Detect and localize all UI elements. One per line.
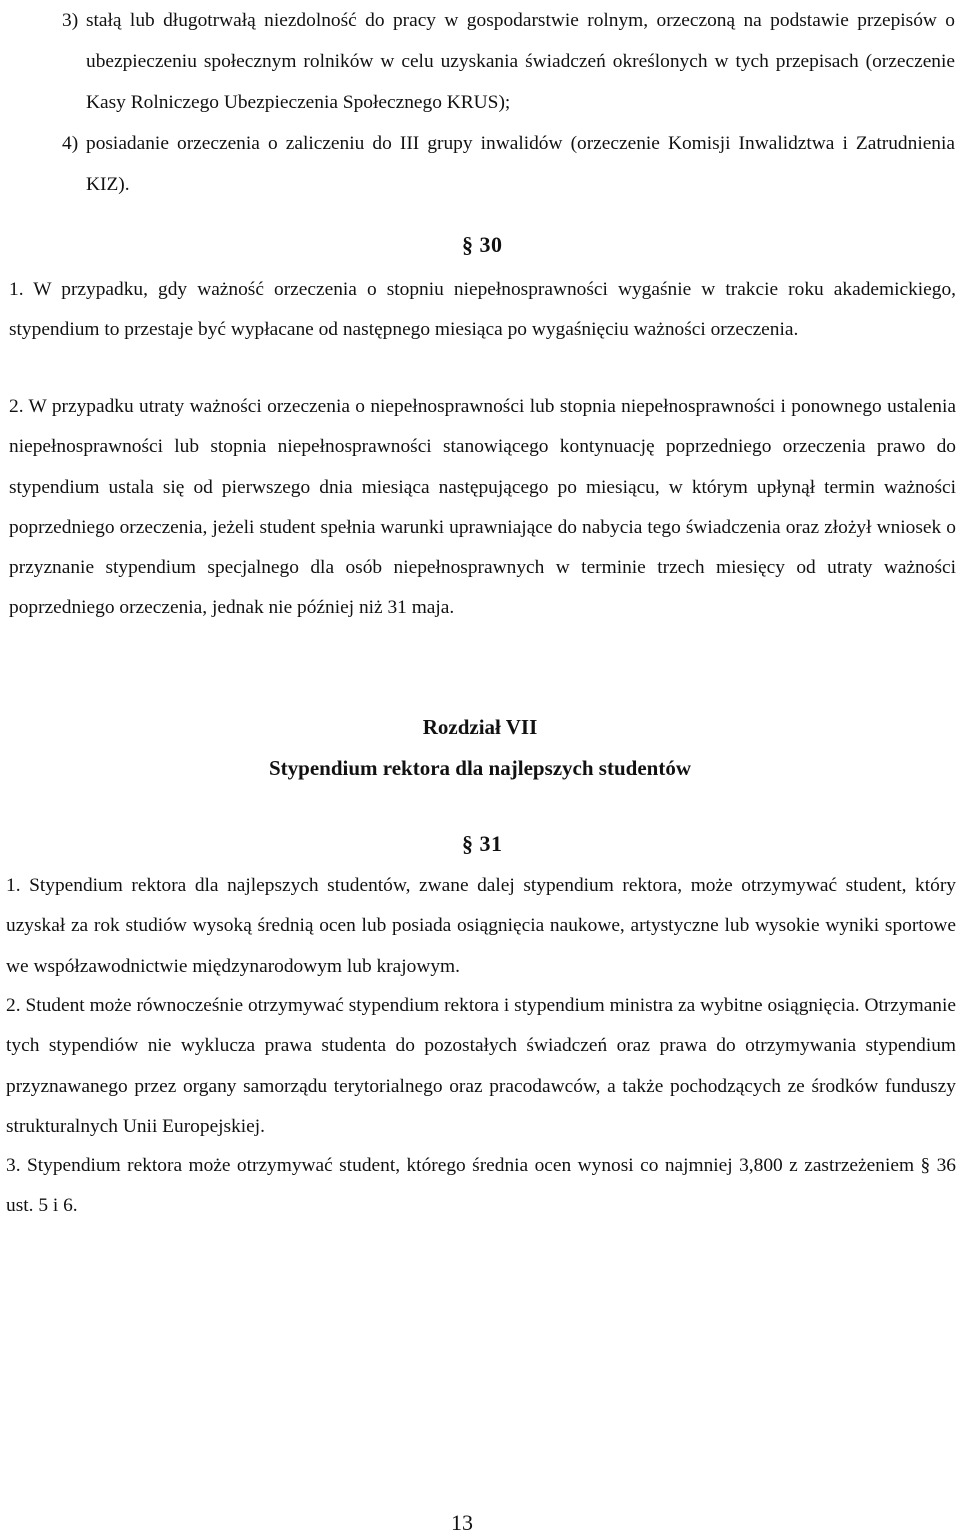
list-item-text: stałą lub długotrwałą niezdolność do pracy w gospodarstwie rolnym, orzeczoną na podstawie przepisów o ubezpieczeniu społecznym rolników w celu uzyskania świadczeń określonych w tych przepisach (orzeczenie Kasy Rolniczego Ubezpieczenia Społecznego KRUS); bbox=[86, 10, 955, 113]
list-item-text: posiadanie orzeczenia o zaliczeniu do III grupy inwalidów (orzeczenie Komisji Inwalidztwa i Zatrudnienia KIZ). bbox=[86, 133, 955, 195]
section-30-heading: § 30 bbox=[462, 232, 503, 257]
page-number: 13 bbox=[451, 1510, 473, 1535]
chapter-title: Stypendium rektora dla najlepszych studentów bbox=[269, 756, 691, 780]
eligibility-list bbox=[62, 0, 955, 205]
list-item-number: 4) bbox=[62, 133, 79, 154]
section-31-paragraph-2: 2. Student może równocześnie otrzymywać stypendium rektora i stypendium ministra za wybitne osiągnięcia. Otrzymanie tych stypendiów nie wyklucza prawa studenta do pozostałych świadczeń oraz prawa do otrzymywania stypendium przyznawanego przez organy samorządu terytorialnego oraz pracodawców, a także pochodzących ze środków funduszy strukturalnych Unii Europejskiej. bbox=[6, 995, 956, 1137]
section-31-paragraph-1: 1. Stypendium rektora dla najlepszych studentów, zwane dalej stypendium rektora, może otrzymywać student, który uzyskał za rok studiów wysoką średnią ocen lub posiada osiągnięcia naukowe, artystyczne lub wysokie wyniki sportowe we współzawodnictwie międzynarodowym lub krajowym. bbox=[6, 875, 956, 977]
section-30-paragraph-2: 2. W przypadku utraty ważności orzeczenia o niepełnosprawności lub stopnia niepełnosprawności i ponownego ustalenia niepełnosprawności lub stopnia niepełnosprawności stanowiącego kontynuację poprzedniego orzeczenia prawo do stypendium ustala się od pierwszego dnia miesiąca następującego po miesiącu, w którym upłynął termin ważności poprzedniego orzeczenia, jeżeli student spełnia warunki uprawniające do nabycia tego świadczenia oraz złożył wniosek o przyznanie stypendium specjalnego dla osób niepełnosprawnych w terminie trzech miesięcy od utraty ważności poprzedniego orzeczenia, jednak nie później niż 31 maja. bbox=[9, 396, 956, 619]
section-31-paragraph-3: 3. Stypendium rektora może otrzymywać student, którego średnia ocen wynosi co najmniej 3,800 z zastrzeżeniem § 36 ust. 5 i 6. bbox=[6, 1155, 956, 1217]
list-item-number: 3) bbox=[62, 10, 79, 31]
list-item bbox=[62, 123, 955, 205]
list-item bbox=[62, 0, 955, 123]
section-31-heading: § 31 bbox=[462, 831, 503, 856]
chapter-number: Rozdział VII bbox=[422, 715, 538, 739]
section-30-paragraph-1: 1. W przypadku, gdy ważność orzeczenia o stopniu niepełnosprawności wygaśnie w trakcie roku akademickiego, stypendium to przestaje być wypłacane od następnego miesiąca po wygaśnięciu ważności orzeczenia. bbox=[9, 279, 956, 341]
